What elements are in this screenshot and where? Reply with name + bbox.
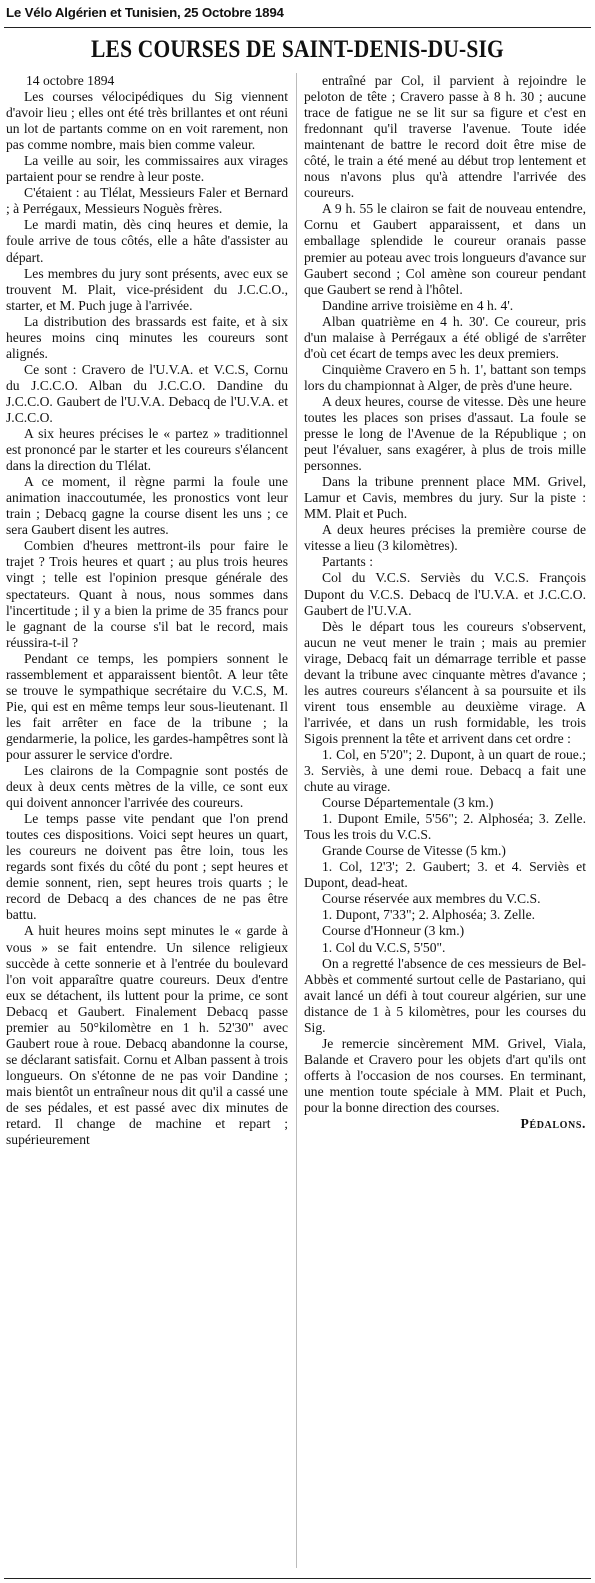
right-column xyxy=(304,73,586,1132)
paragraph: Le temps passe vite pendant que l'on prend toutes ces dispositions. Voici sept heures un quart, les coureurs ne doivent pas être loin, tous les regards sont fixés du côté du pont ; sept heures et demie sonnent, rien, sept heures trois quarts ; le record de Debacq a des chances de ne pas être battu. xyxy=(6,811,288,923)
paragraph: Partants : xyxy=(322,554,373,570)
paragraph: Dandine arrive troisième en 4 h. 4'. xyxy=(322,297,514,313)
paragraph: Les clairons de la Compagnie sont postés de deux à deux cents mètres de la ville, ce sont eux qui doivent annoncer l'arrivée des coureurs. xyxy=(6,763,288,811)
paragraph: La veille au soir, les commissaires aux virages partaient pour se rendre à leur poste. xyxy=(6,153,288,185)
article-title: LES COURSES DE SAINT-DENIS-DU-SIG xyxy=(91,36,504,63)
paragraph: A six heures précises le « partez » traditionnel est prononcé par le starter et les coureurs s'élancent dans la direction du Tlélat. xyxy=(6,426,288,474)
paragraph: Dès le départ tous les coureurs s'observent, aucun ne veut mener le train ; mais au premier virage, Debacq fait un démarrage terrible et passe devant la tribune avec cinquante mètres d'avance ; les autres coureurs s'élancent à sa poursuite et ils virent tous ensemble au deuxième virage. A l'arrivée, et dans un rush formidable, les trois Sigois prennent la tête et arrivent dans cet ordre : xyxy=(304,618,586,746)
paragraph: C'étaient : au Tlélat, Messieurs Faler et Bernard ; à Perrégaux, Messieurs Noguès frères. xyxy=(6,185,288,217)
paragraph: A 9 h. 55 le clairon se fait de nouveau entendre, Cornu et Gaubert apparaissent, et dans un emballage splendide le coureur oranais passe premier au poteau avec trois longueurs d'avance sur Gaubert second ; Col amène son coureur pendant que Gaubert se rend à l'hôtel. xyxy=(304,201,586,297)
paragraph: Grande Course de Vitesse (5 km.) xyxy=(322,843,506,859)
paragraph: A ce moment, il règne parmi la foule une animation inaccoutumée, les pronostics vont leur train ; Debacq gagne la course disent les uns ; ce sera Gaubert disent les autres. xyxy=(6,474,288,538)
paragraph: Course Départementale (3 km.) xyxy=(322,795,494,811)
column-divider xyxy=(296,73,297,1568)
paragraph: Combien d'heures mettront-ils pour faire le trajet ? Trois heures et quart ; au plus trois heures vingt ; telle est l'opinion presque générale des spectateurs. Quant à nous, nous sommes dans l'incertitude ; il y a bien la prime de 35 francs pour le gagnant de la course s'il bat le record, mais réussira-t-il ? xyxy=(6,538,288,650)
paragraph: Les courses vélocipédiques du Sig viennent d'avoir lieu ; elles ont été très brillantes et ont réuni un lot de partants comme on en voit rarement, non pas comme nombre, mais bien comme valeur. xyxy=(6,89,288,153)
paragraph: A deux heures, course de vitesse. Dès une heure toutes les places son prises d'assaut. La foule se presse le long de l'Avenue de la République ; on peut l'évaluer, sans exagérer, à plus de trois mille personnes. xyxy=(304,393,586,474)
paragraph: 1. Col, en 5'20"; 2. Dupont, à un quart de roue.; 3. Serviès, à une demi roue. Debacq a fait une chute au virage. xyxy=(304,746,586,795)
article-date: 14 octobre 1894 xyxy=(26,73,115,88)
paragraph: 1. Dupont, 7'33"; 2. Alphoséa; 3. Zelle. xyxy=(322,907,536,923)
paragraph: 1. Col, 12'3'; 2. Gaubert; 3. et 4. Serviès et Dupont, dead-heat. xyxy=(304,859,586,891)
paragraph: Les membres du jury sont présents, avec eux se trouvent M. Plait, vice-président du J.C.C.O., starter, et M. Puch juge à l'arrivée. xyxy=(6,265,288,313)
paragraph: entraîné par Col, il parvient à rejoindre le peloton de tête ; Cravero passe à 8 h. 30 ; aucune trace de fatigue ne se lit sur sa figure et c'est en fredonnant qu'il traverse l'avenue. Toute idée maintenant de battre le record doit être mise de côté, le train a été mené au début trop lentement et nous n'avons plus qu'à attendre l'arrivée des coureurs. xyxy=(304,73,586,201)
paragraph: Dans la tribune prennent place MM. Grivel, Lamur et Cavis, membres du jury. Sur la piste : MM. Plait et Puch. xyxy=(304,474,586,522)
signature: Pédalons. xyxy=(520,1116,586,1132)
paragraph: Je remercie sincèrement MM. Grivel, Viala, Balande et Cravero pour les objets d'art qu'ils ont offerts à l'occasion de nos courses. En terminant, une mention toute spéciale à MM. Plait et Puch, pour la bonne direction des courses. xyxy=(304,1035,586,1115)
paragraph: Course réservée aux membres du V.C.S. xyxy=(322,891,541,907)
paragraph: La distribution des brassards est faite, et à six heures moins cinq minutes les coureurs sont alignés. xyxy=(6,313,288,361)
bottom-rule xyxy=(4,1578,591,1579)
paragraph: A deux heures précises la première course de vitesse a lieu (3 kilomètres). xyxy=(304,522,586,554)
paragraph: A huit heures moins sept minutes le « garde à vous » se fait entendre. Un silence religieux succède à cette sonnerie et à l'entrée du boulevard l'on voit apparaître quatre coureurs. Deux d'entre eux se détachent, ils luttent pour la prime, ce sont Debacq et Gaubert. Finalement Debacq passe premier au 50°kilomètre en 1 h. 52'30" avec Gaubert roue à roue. Debacq abandonne la course, se déclarant satisfait. Cornu et Alban passent à trois longueurs. On s'étonne de ne pas voir Dandine ; mais bientôt un entraîneur nous dit qu'il a cassé une de ses pédales, et est passé avec dix minutes de retard. Il change de machine et repart ; supérieurement xyxy=(6,923,288,1148)
paragraph: Ce sont : Cravero de l'U.V.A. et V.C.S, Cornu du J.C.C.O. Alban du J.C.C.O. Dandine du J.C.C.O. Gaubert de l'U.V.A. Debacq de l'U.V.A. et J.C.C.O. xyxy=(6,361,288,425)
paragraph: Le mardi matin, dès cinq heures et demie, la foule arrive de tous côtés, elle a hâte d'assister au départ. xyxy=(6,217,288,265)
paragraph: On a regretté l'absence de ces messieurs de Bel-Abbès et commenté surtout celle de Pastariano, qui avait lancé un défi à tout coureur algérien, sur une distance de 1 à 5 kilomètres, pour les courses du Sig. xyxy=(304,955,586,1035)
paragraph: Pendant ce temps, les pompiers sonnent le rassemblement et apparaissent bientôt. A leur tête se trouve le sympathique secrétaire du V.C.S, M. Pie, qui est en même temps leur sous-lieutenant. Il les fait arrêter en face de la tribune ; la gendarmerie, la police, les gardes-hampêtres sont là pour assurer le service d'ordre. xyxy=(6,650,288,762)
paragraph: Alban quatrième en 4 h. 30'. Ce coureur, pris d'un malaise à Perrégaux a été obligé de s'arrêter d'où cet écart de temps avec les deux premiers. xyxy=(304,313,586,361)
paragraph: Course d'Honneur (3 km.) xyxy=(322,923,465,939)
paragraph: 1. Dupont Emile, 5'56"; 2. Alphoséa; 3. Zelle. Tous les trois du V.C.S. xyxy=(304,811,586,843)
paragraph: Cinquième Cravero en 5 h. 1', battant son temps lors du championnat à Alger, de près d'une heure. xyxy=(304,361,586,393)
source-line: Le Vélo Algérien et Tunisien, 25 Octobre 1894 xyxy=(6,5,284,20)
paragraph: Col du V.C.S. Serviès du V.C.S. François Dupont du V.C.S. Debacq de l'U.V.A. et J.C.C.O. Gaubert de l'U.V.A. xyxy=(304,570,586,618)
top-rule xyxy=(4,27,591,28)
paragraph: 1. Col du V.C.S, 5'50". xyxy=(322,939,446,955)
left-column xyxy=(6,73,288,1148)
